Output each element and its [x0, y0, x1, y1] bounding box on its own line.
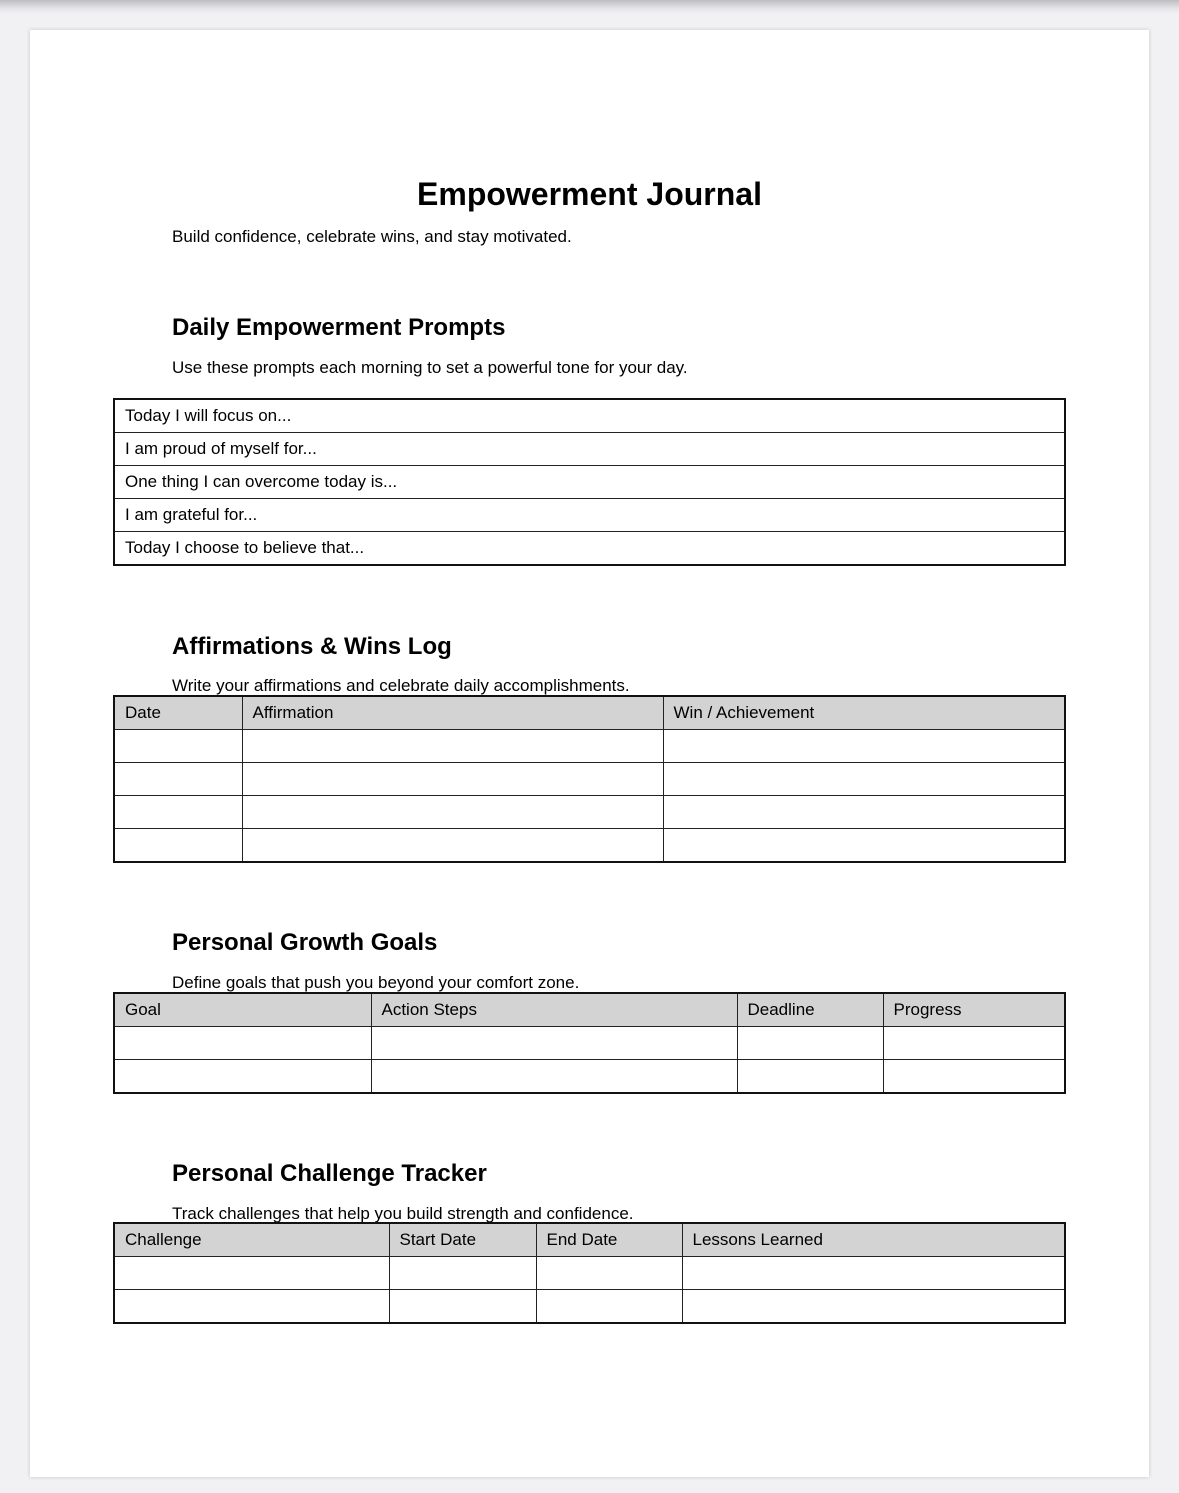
affirmation-cell[interactable]	[242, 796, 663, 829]
win-cell[interactable]	[663, 730, 1065, 763]
table-row	[114, 532, 1065, 566]
column-header-action-steps: Action Steps	[371, 993, 737, 1027]
date-cell[interactable]	[114, 796, 242, 829]
affirmations-heading: Affirmations & Wins Log	[172, 633, 452, 660]
goal-cell[interactable]	[114, 1027, 371, 1060]
table-row	[114, 1060, 1065, 1094]
challenge-table	[113, 1222, 1066, 1324]
table-header-row	[114, 993, 1065, 1027]
column-header-goal: Goal	[114, 993, 371, 1027]
table-row	[114, 1290, 1065, 1324]
table-row	[114, 829, 1065, 863]
goals-heading: Personal Growth Goals	[172, 929, 438, 956]
lessons-learned-cell[interactable]	[682, 1257, 1065, 1290]
document-title: Empowerment Journal	[417, 176, 762, 212]
action-steps-cell[interactable]	[371, 1060, 737, 1094]
table-row	[114, 466, 1065, 499]
column-header-affirmation: Affirmation	[242, 696, 663, 730]
column-header-date: Date	[114, 696, 242, 730]
deadline-cell[interactable]	[737, 1060, 883, 1094]
challenge-description: Track challenges that help you build strength and confidence.	[172, 1204, 634, 1223]
win-cell[interactable]	[663, 763, 1065, 796]
table-row	[114, 796, 1065, 829]
column-header-start-date: Start Date	[389, 1223, 536, 1257]
column-header-win: Win / Achievement	[663, 696, 1065, 730]
column-header-progress: Progress	[883, 993, 1065, 1027]
lessons-learned-cell[interactable]	[682, 1290, 1065, 1324]
prompts-description: Use these prompts each morning to set a powerful tone for your day.	[172, 358, 688, 377]
column-header-challenge: Challenge	[114, 1223, 389, 1257]
table-header-row	[114, 1223, 1065, 1257]
column-header-lessons-learned: Lessons Learned	[682, 1223, 1065, 1257]
prompts-table	[113, 398, 1066, 566]
affirmations-table	[113, 695, 1066, 863]
challenge-cell[interactable]	[114, 1290, 389, 1324]
action-steps-cell[interactable]	[371, 1027, 737, 1060]
start-date-cell[interactable]	[389, 1290, 536, 1324]
goals-description: Define goals that push you beyond your comfort zone.	[172, 973, 580, 992]
goal-cell[interactable]	[114, 1060, 371, 1094]
end-date-cell[interactable]	[536, 1257, 682, 1290]
table-row	[114, 1027, 1065, 1060]
challenge-cell[interactable]	[114, 1257, 389, 1290]
prompt-cell[interactable]: Today I choose to believe that...	[114, 532, 1065, 566]
prompt-cell[interactable]: One thing I can overcome today is...	[114, 466, 1065, 499]
prompt-cell[interactable]: I am grateful for...	[114, 499, 1065, 532]
window-top-shadow	[0, 0, 1179, 14]
table-header-row	[114, 696, 1065, 730]
affirmations-description: Write your affirmations and celebrate daily accomplishments.	[172, 676, 630, 695]
table-row	[114, 763, 1065, 796]
goals-table	[113, 992, 1066, 1094]
document-subtitle: Build confidence, celebrate wins, and stay motivated.	[172, 227, 572, 246]
prompt-cell[interactable]: I am proud of myself for...	[114, 433, 1065, 466]
date-cell[interactable]	[114, 763, 242, 796]
win-cell[interactable]	[663, 796, 1065, 829]
table-row	[114, 1257, 1065, 1290]
column-header-deadline: Deadline	[737, 993, 883, 1027]
table-row	[114, 730, 1065, 763]
table-row	[114, 499, 1065, 532]
affirmation-cell[interactable]	[242, 730, 663, 763]
challenge-heading: Personal Challenge Tracker	[172, 1160, 487, 1187]
affirmation-cell[interactable]	[242, 829, 663, 863]
progress-cell[interactable]	[883, 1060, 1065, 1094]
win-cell[interactable]	[663, 829, 1065, 863]
table-row	[114, 399, 1065, 433]
date-cell[interactable]	[114, 730, 242, 763]
prompts-heading: Daily Empowerment Prompts	[172, 314, 506, 341]
prompt-cell[interactable]: Today I will focus on...	[114, 399, 1065, 433]
table-row	[114, 433, 1065, 466]
start-date-cell[interactable]	[389, 1257, 536, 1290]
deadline-cell[interactable]	[737, 1027, 883, 1060]
document-page	[30, 30, 1149, 1477]
affirmation-cell[interactable]	[242, 763, 663, 796]
column-header-end-date: End Date	[536, 1223, 682, 1257]
progress-cell[interactable]	[883, 1027, 1065, 1060]
date-cell[interactable]	[114, 829, 242, 863]
end-date-cell[interactable]	[536, 1290, 682, 1324]
